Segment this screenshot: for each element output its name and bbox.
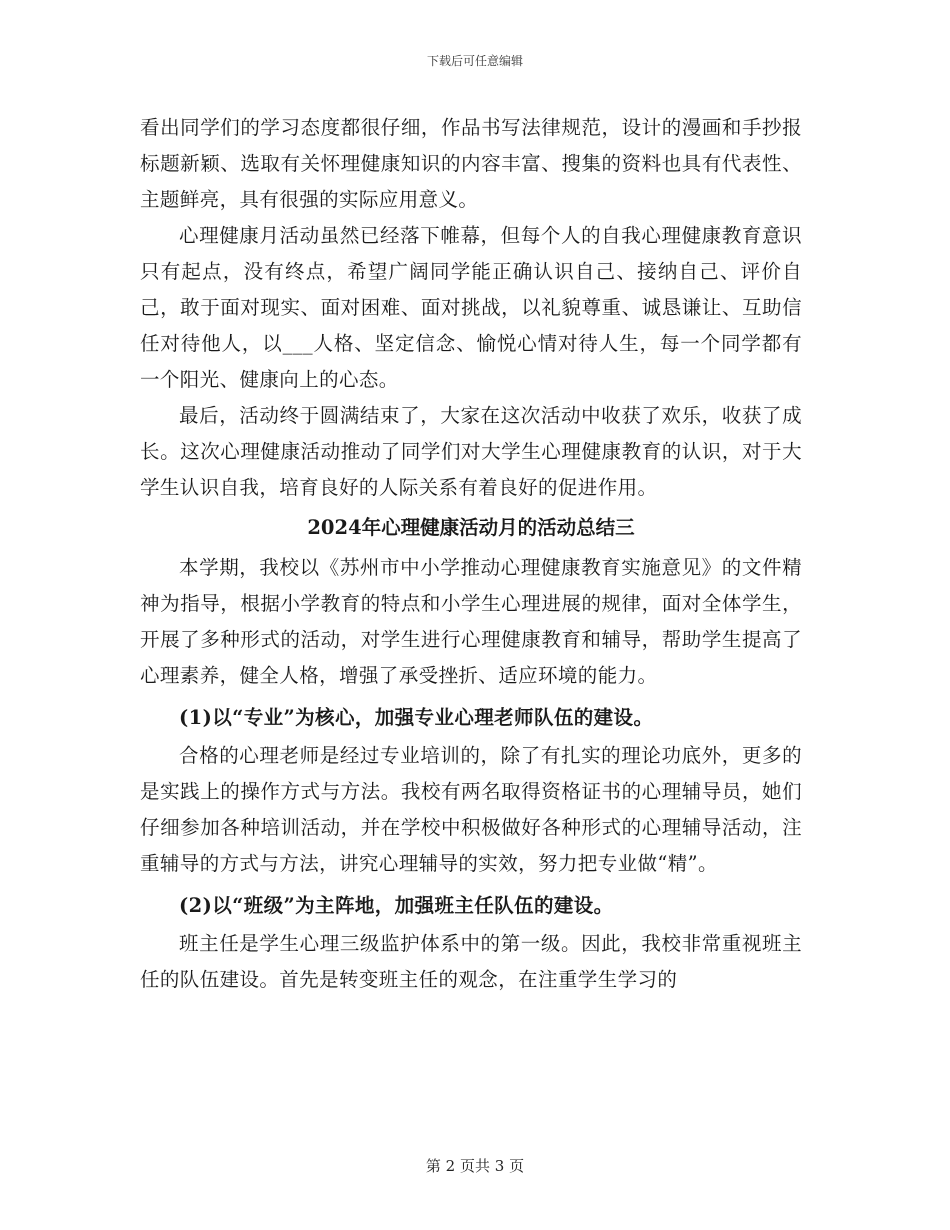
paragraph-1: 看出同学们的学习态度都很仔细，作品书写法律规范，设计的漫画和手抄报标题新颖、选取有关怀理健康知识的内容丰富、搜集的资料也具有代表性、主题鲜亮，具有很强的实际应用意义。 [140,116,802,211]
body-paragraph-1: 合格的心理老师是经过专业培训的，除了有扎实的理论功底外，更多的是实践上的操作方式与方法。我校有两名取得资格证书的心理辅导员，她们仔细参加各种培训活动，并在学校中积极做好各种形式的心理辅导活动，注重辅导的方式与方法，讲究心理辅导的实效，努力把专业做“精”。 [140,744,802,875]
paragraph-2: 心理健康月活动虽然已经落下帷幕，但每个人的自我心理健康教育意识只有起点，没有终点，希望广阔同学能正确认识自己、接纳自己、评价自己，敢于面对现实、面对困难、面对挑战，以礼貌尊重、诚恳谦让、互助信任对待他人，以___人格、坚定信念、愉悦心情对待人生，每一个同学都有一个阳光、健康向上的心态。 [140,224,802,391]
page-header: 下载后可任意编辑 [426,54,523,68]
subheading-1: (1)以“专业”为核心，加强专业心理老师队伍的建设。 [179,706,654,729]
page-footer: 第 2 页共 3 页 [425,1157,525,1175]
paragraph-3: 最后，活动终于圆满结束了，大家在这次活动中收获了欢乐，收获了成长。这次心理健康活动推动了同学们对大学生心理健康教育的认识，对于大学生认识自我，培育良好的人际关系有着良好的促进作用。 [140,404,802,499]
subheading-2: (2)以“班级”为主阵地，加强班主任队伍的建设。 [179,894,614,917]
section-title: 2024年心理健康活动月的活动总结三 [307,516,635,539]
document-body [140,110,802,998]
intro-paragraph: 本学期，我校以《苏州市中小学推动心理健康教育实施意见》的文件精神为指导，根据小学教育的特点和小学生心理进展的规律，面对全体学生，开展了多种形式的活动，对学生进行心理健康教育和辅导，帮助学生提高了心理素养，健全人格，增强了承受挫折、适应环境的能力。 [140,556,802,687]
body-paragraph-2: 班主任是学生心理三级监护体系中的第一级。因此，我校非常重视班主任的队伍建设。首先是转变班主任的观念，在注重学生学习的 [140,932,802,991]
